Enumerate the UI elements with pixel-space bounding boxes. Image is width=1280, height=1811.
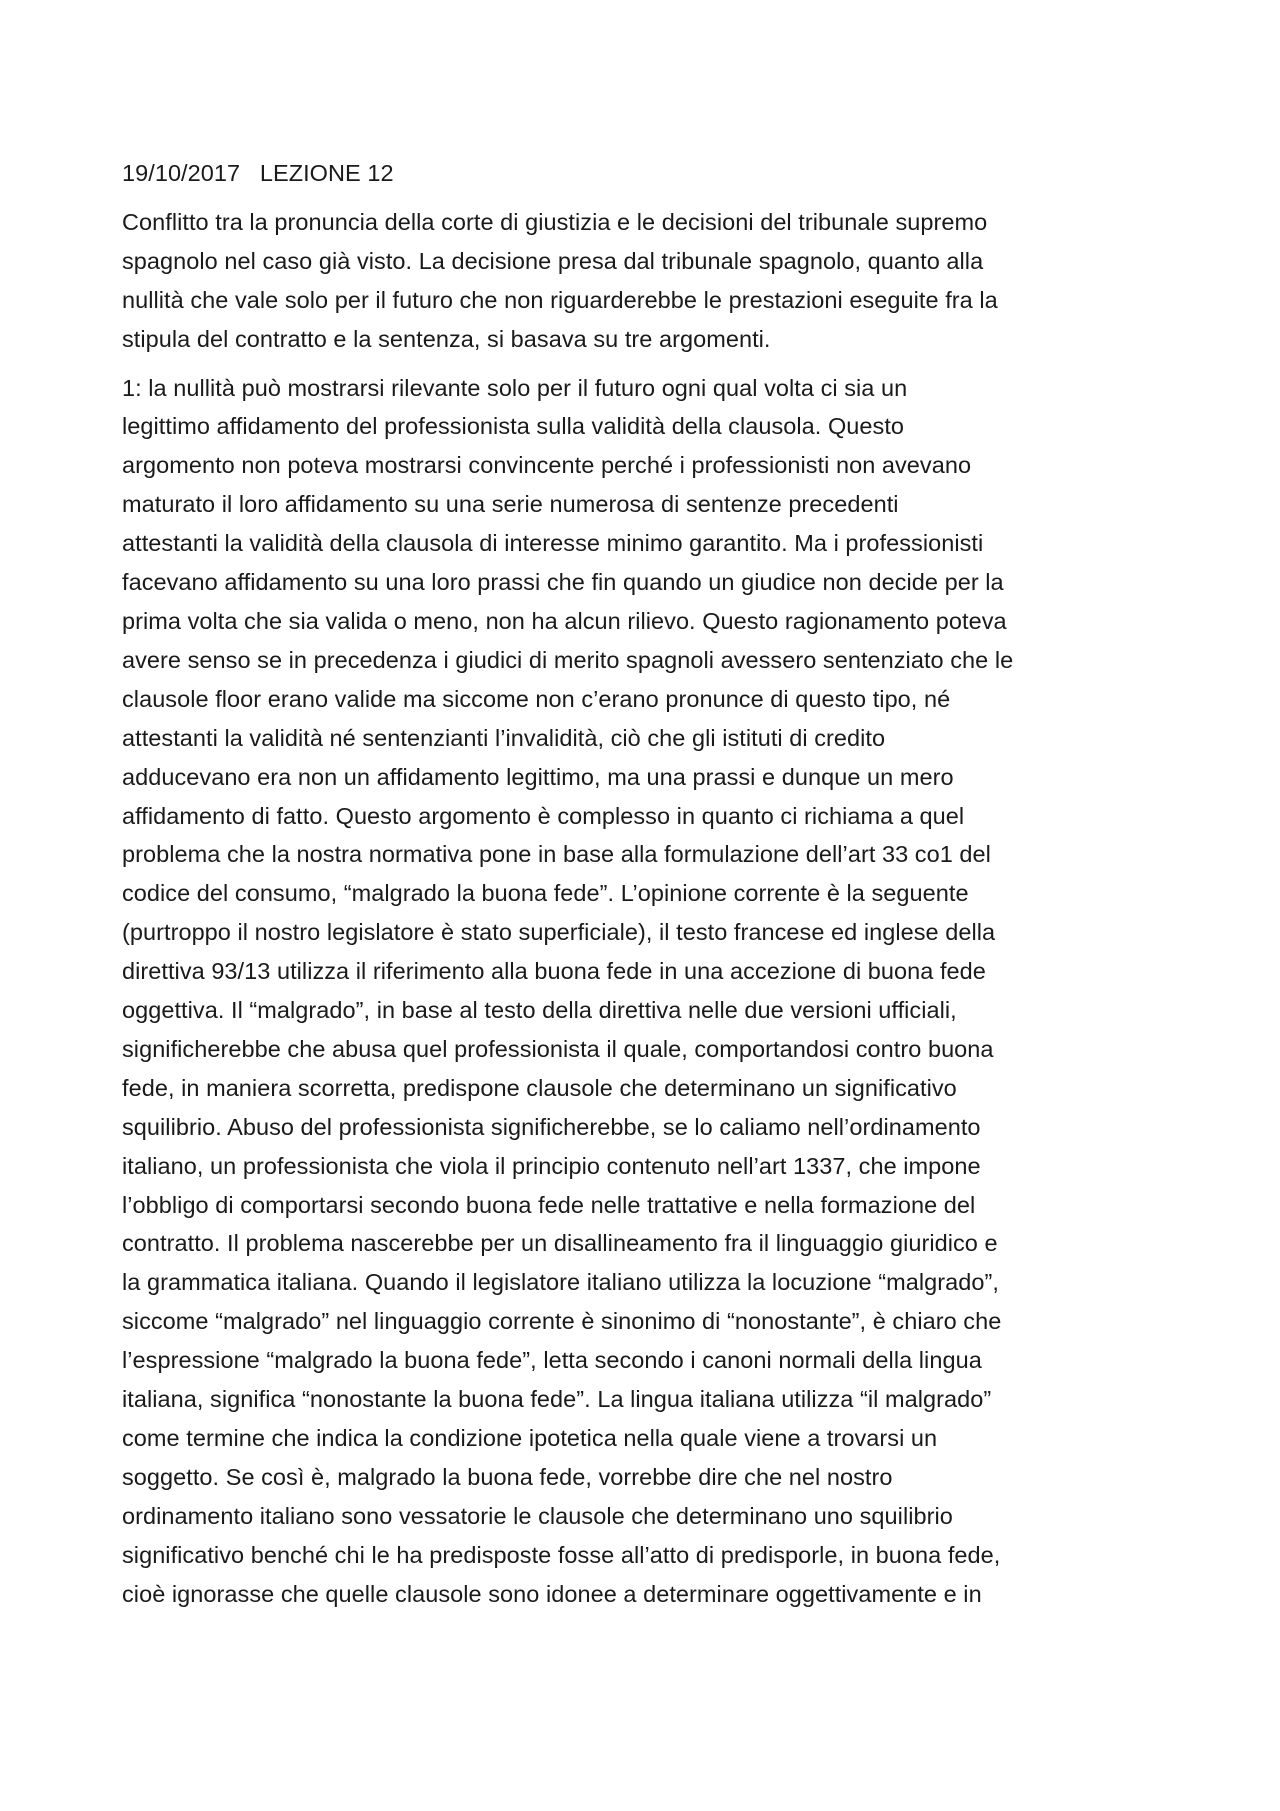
text-line: direttiva 93/13 utilizza il riferimento alla buona fede in una accezione di buona fede [122, 958, 986, 985]
text-line: stipula del contratto e la sentenza, si basava su tre argomenti. [122, 325, 771, 352]
text-line: siccome “malgrado” nel linguaggio corrente è sinonimo di “nonostante”, è chiaro che [122, 1308, 1002, 1335]
text-line: ordinamento italiano sono vessatorie le clausole che determinano uno squilibrio [122, 1502, 953, 1529]
text-line: avere senso se in precedenza i giudici di merito spagnoli avessero sentenziato che le [122, 646, 1014, 673]
text-line: codice del consumo, “malgrado la buona fede”. L’opinione corrente è la seguente [122, 880, 969, 907]
paragraphs-container [122, 203, 1172, 1614]
lecture-heading: 19/10/2017 LEZIONE 12 [122, 160, 394, 186]
text-line: italiano, un professionista che viola il principio contenuto nell’art 1337, che impone [122, 1152, 981, 1179]
text-line: (purtroppo il nostro legislatore è stato superficiale), il testo francese ed inglese della [122, 919, 996, 946]
text-line: attestanti la validità né sentenzianti l’invalidità, ciò che gli istituti di credito [122, 724, 886, 751]
text-line: italiana, significa “nonostante la buona fede”. La lingua italiana utilizza “il malgrado” [122, 1386, 992, 1413]
text-line: squilibrio. Abuso del professionista significherebbe, se lo caliamo nell’ordinamento [122, 1113, 981, 1140]
text-line: contratto. Il problema nascerebbe per un disallineamento fra il linguaggio giuridico e [122, 1230, 998, 1257]
text-line: argomento non poteva mostrarsi convincente perché i professionisti non avevano [122, 452, 972, 479]
text-line: l’espressione “malgrado la buona fede”, letta secondo i canoni normali della lingua [122, 1347, 982, 1374]
text-line: legittimo affidamento del professionista sulla validità della clausola. Questo [122, 413, 905, 440]
text-line: spagnolo nel caso già visto. La decisione presa dal tribunale spagnolo, quanto alla [122, 247, 984, 274]
text-line: la grammatica italiana. Quando il legislatore italiano utilizza la locuzione “malgrado”, [122, 1269, 999, 1296]
text-line: clausole floor erano valide ma siccome non c’erano pronunce di questo tipo, né [122, 685, 951, 712]
text-line: soggetto. Se così è, malgrado la buona fede, vorrebbe dire che nel nostro [122, 1463, 893, 1490]
text-line: maturato il loro affidamento su una serie numerosa di sentenze precedenti [122, 491, 899, 518]
text-line: fede, in maniera scorretta, predispone clausole che determinano un significativo [122, 1074, 957, 1101]
paragraph-2 [122, 369, 1172, 1614]
text-line: significherebbe che abusa quel professionista il quale, comportandosi contro buona [122, 1035, 994, 1062]
text-line: facevano affidamento su una loro prassi che fin quando un giudice non decide per la [122, 569, 1004, 596]
text-line: significativo benché chi le ha predisposte fosse all’atto di predisporle, in buona fede, [122, 1541, 1001, 1568]
text-line: l’obbligo di comportarsi secondo buona fede nelle trattative e nella formazione del [122, 1191, 976, 1218]
text-line: come termine che indica la condizione ipotetica nella quale viene a trovarsi un [122, 1425, 938, 1451]
paragraph-1 [122, 203, 1172, 359]
text-line: attestanti la validità della clausola di interesse minimo garantito. Ma i professionisti [122, 530, 984, 557]
text-line: cioè ignorasse che quelle clausole sono idonee a determinare oggettivamente e in [122, 1580, 982, 1607]
text-line: problema che la nostra normativa pone in base alla formulazione dell’art 33 co1 del [122, 841, 991, 868]
text-line: affidamento di fatto. Questo argomento è complesso in quanto ci richiama a quel [122, 802, 965, 829]
text-line: prima volta che sia valida o meno, non ha alcun rilievo. Questo ragionamento poteva [122, 607, 1007, 634]
text-line: nullità che vale solo per il futuro che non riguarderebbe le prestazioni eseguite fra la [122, 286, 998, 313]
text-line: oggettiva. Il “malgrado”, in base al testo della direttiva nelle due versioni ufficiali, [122, 997, 957, 1024]
document-body [122, 154, 1172, 1624]
text-line: adducevano era non un affidamento legittimo, ma una prassi e dunque un mero [122, 763, 954, 790]
text-line: Conflitto tra la pronuncia della corte di giustizia e le decisioni del tribunale supremo [122, 208, 988, 235]
text-line: 1: la nullità può mostrarsi rilevante solo per il futuro ogni qual volta ci sia un [122, 374, 908, 401]
